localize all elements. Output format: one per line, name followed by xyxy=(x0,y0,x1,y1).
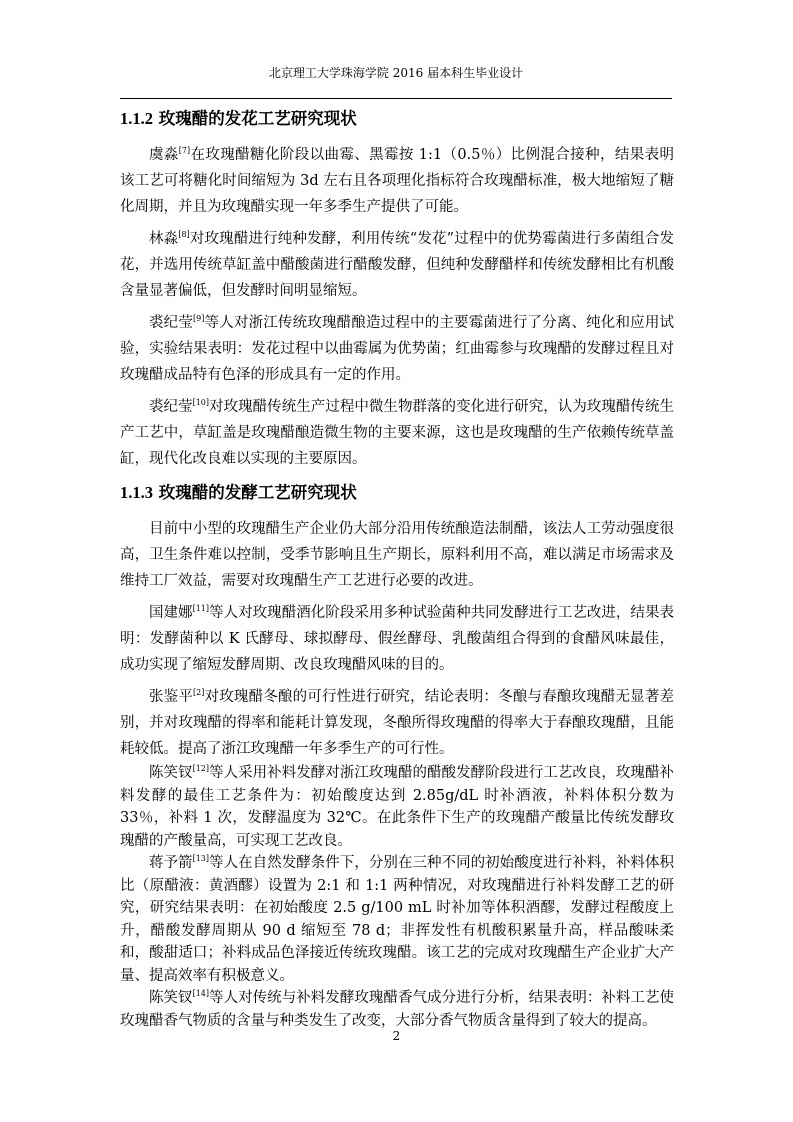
paragraph xyxy=(120,516,674,594)
page-body xyxy=(120,108,674,1032)
paragraph-text: 对玫瑰醋进行纯种发酵，利用传统“发花”过程中的优势霉菌进行多菌组合发花，并选用传统草缸盖中醋酸菌进行醋酸发酵，但纯种发酵醋样和传统发酵相比有机酸含量显著偏低，但发酵时间明显缩短。 xyxy=(120,231,674,299)
paragraph-author: 陈笑钗 xyxy=(149,990,193,1006)
citation-ref: [2] xyxy=(193,688,205,697)
paragraph-author: 陈笑钗 xyxy=(149,765,193,781)
citation-ref: [10] xyxy=(192,398,210,407)
paragraph xyxy=(120,684,674,762)
section-heading xyxy=(120,482,674,504)
paragraph xyxy=(120,600,674,678)
paragraph xyxy=(120,394,674,472)
paragraph-text: 等人在自然发酵条件下，分别在三种不同的初始酸度进行补料，补料体积比（原醋液：黄酒醪）设置为 2:1 和 1:1 两种情况，对玫瑰醋进行补料发酵工艺的研究，研究结果表明：在初始酸度 2.5 g/100 mL 时补加等体积酒醪，发酵过程酸度上升，醋酸发酵周期从 90 d 缩短至 78 d；非挥发性有机酸积累量升高，样品酸味柔和，酸甜适口；补料成品色泽接近传统玫瑰醋。该工艺的完成对玫瑰醋生产企业扩大产量、提高效率有积极意义。 xyxy=(120,855,674,984)
citation-ref: [7] xyxy=(178,146,191,155)
paragraph-author: 张鉴平 xyxy=(149,689,194,705)
citation-ref: [12] xyxy=(192,764,210,773)
paragraph-author: 裘纪莹 xyxy=(149,399,193,415)
paragraph-text: 目前中小型的玫瑰醋生产企业仍大部分沿用传统酿造法制醋，该法人工劳动强度很高，卫生条件难以控制，受季节影响且生产期长，原料利用不高，难以满足市场需求及维持工厂效益，需要对玫瑰醋生产工艺进行必要的改进。 xyxy=(120,521,674,589)
paragraph xyxy=(120,762,674,852)
paragraph-text: 等人对传统与补料发酵玫瑰醋香气成分进行分析，结果表明：补料工艺使玫瑰醋香气物质的含量与种类发生了改变，大部分香气物质含量得到了较大的提高。 xyxy=(120,990,674,1029)
paragraph-text: 对玫瑰醋冬酿的可行性进行研究，结论表明：冬酿与春酿玫瑰醋无显著差别，并对玫瑰醋的得率和能耗计算发现，冬酿所得玫瑰醋的得率大于春酿玫瑰醋，且能耗较低。提高了浙江玫瑰醋一年多季生产的可行性。 xyxy=(120,689,675,757)
section-title: 玫瑰醋的发酵工艺研究现状 xyxy=(158,483,357,502)
paragraph xyxy=(120,310,674,388)
paragraph-author: 虞淼 xyxy=(149,147,179,163)
paragraph-text: 等人采用补料发酵对浙江玫瑰醋的醋酸发酵阶段进行工艺改良，玫瑰醋补料发酵的最佳工艺条件为：初始酸度达到 2.85g/dL 时补酒液，补料体积分数为 33％，补料 1 次，发酵温度为 32℃。在此条件下生产的玫瑰醋产酸量比传统发酵玫瑰醋的产酸量高，可实现工艺改良。 xyxy=(120,765,674,849)
paragraph xyxy=(120,987,674,1032)
citation-ref: [9] xyxy=(193,314,205,323)
paragraph-text: 对玫瑰醋传统生产过程中微生物群落的变化进行研究，认为玫瑰醋传统生产工艺中，草缸盖是玫瑰醋酿造微生物的主要来源，这也是玫瑰醋的生产依赖传统草盖缸，现代化改良难以实现的主要原因。 xyxy=(120,399,674,467)
paragraph xyxy=(120,142,674,220)
citation-ref: [13] xyxy=(192,854,210,863)
citation-ref: [14] xyxy=(192,989,210,998)
paragraph-author: 裘纪莹 xyxy=(149,315,194,331)
paragraph-text: 等人对浙江传统玫瑰醋酿造过程中的主要霉菌进行了分离、纯化和应用试验，实验结果表明：发花过程中以曲霉属为优势菌；红曲霉参与玫瑰醋的发酵过程且对玫瑰醋成品特有色泽的形成具有一定的作用。 xyxy=(120,315,675,383)
paragraph-author: 国建娜 xyxy=(149,605,193,621)
section-number: 1.1.3 xyxy=(120,483,153,502)
section-title: 玫瑰醋的发花工艺研究现状 xyxy=(158,109,357,128)
paragraph xyxy=(120,852,674,987)
paragraph-text: 等人对玫瑰醋酒化阶段采用多种试验菌种共同发酵进行工艺改进，结果表明：发酵菌种以 K 氏酵母、球拟酵母、假丝酵母、乳酸菌组合得到的食醋风味最佳，成功实现了缩短发酵周期、改良玫瑰醋风味的目的。 xyxy=(120,605,674,673)
paragraph-author: 林淼 xyxy=(149,231,179,247)
paragraph-text: 在玫瑰醋糖化阶段以曲霉、黑霉按 1:1（0.5％）比例混合接种，结果表明该工艺可将糖化时间缩短为 3d 左右且各项理化指标符合玫瑰醋标准，极大地缩短了糖化周期，并且为玫瑰醋实现一年多季生产提供了可能。 xyxy=(120,147,674,215)
page-number: 2 xyxy=(392,1029,401,1043)
running-header: 北京理工大学珠海学院 2016 届本科生毕业设计 xyxy=(268,66,524,80)
section-number: 1.1.2 xyxy=(120,109,153,128)
paragraph xyxy=(120,226,674,304)
section-heading xyxy=(120,108,674,130)
paragraph-author: 蒋予箭 xyxy=(149,855,193,871)
citation-ref: [8] xyxy=(178,230,190,239)
header-divider xyxy=(120,98,672,99)
citation-ref: [11] xyxy=(192,604,210,613)
